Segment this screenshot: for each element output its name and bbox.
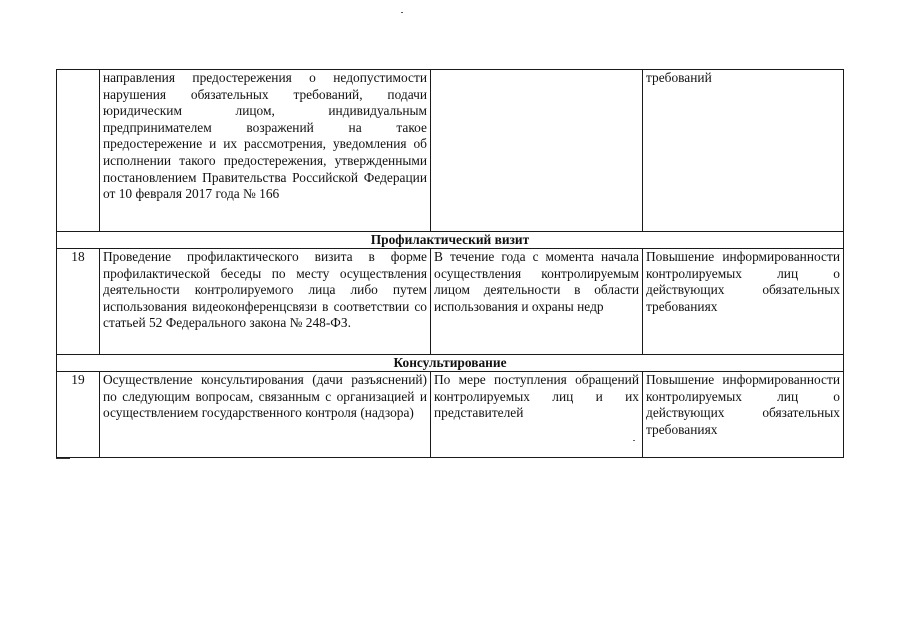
row-number-cell: 18 <box>57 249 100 355</box>
action-cell: Проведение профилактического визита в форме профилактической беседы по месту осуществления деятельности контролируемого лица либо путем использования видеоконференцсвязи в соответствии со статьей 52 Федерального закона № 248-ФЗ. <box>100 249 431 355</box>
section-title-consult: Консультирование <box>57 355 844 372</box>
row-number-cell: 19 <box>57 372 100 458</box>
scan-speck <box>633 440 635 441</box>
action-cell: направления предостережения о недопустимости нарушения обязательных требований, подачи юридическим лицом, индивидуальным предпринимателем возражений на такое предостережение и их рассмотрения, уведомления об исполнении такого предостережения, утвержденными постановлением Правительства Российской Федерации от 10 февраля 2017 года № 166 <box>100 70 431 232</box>
section-header-row <box>57 355 844 372</box>
row-number-cell <box>57 70 100 232</box>
table-row <box>57 372 844 458</box>
table-row <box>57 70 844 232</box>
section-title-visit: Профилактический визит <box>57 232 844 249</box>
action-cell: Осуществление консультирования (дачи разъяснений) по следующим вопросам, связанным с организацией и осуществлением государственного контроля (надзора) <box>100 372 431 458</box>
section-header-row <box>57 232 844 249</box>
result-cell: Повышение информированности контролируемых лиц о действующих обязательных требованиях <box>643 249 844 355</box>
table-row <box>57 249 844 355</box>
measures-table <box>56 69 844 458</box>
timing-cell: По мере поступления обращений контролируемых лиц и их представителей <box>431 372 643 458</box>
timing-cell: В течение года с момента начала осуществления контролируемым лицом деятельности в области использования и охраны недр <box>431 249 643 355</box>
timing-cell <box>431 70 643 232</box>
result-cell: Повышение информированности контролируемых лиц о действующих обязательных требованиях <box>643 372 844 458</box>
scan-line-artifact <box>56 458 70 459</box>
scan-speck <box>401 12 403 13</box>
result-cell: требований <box>643 70 844 232</box>
